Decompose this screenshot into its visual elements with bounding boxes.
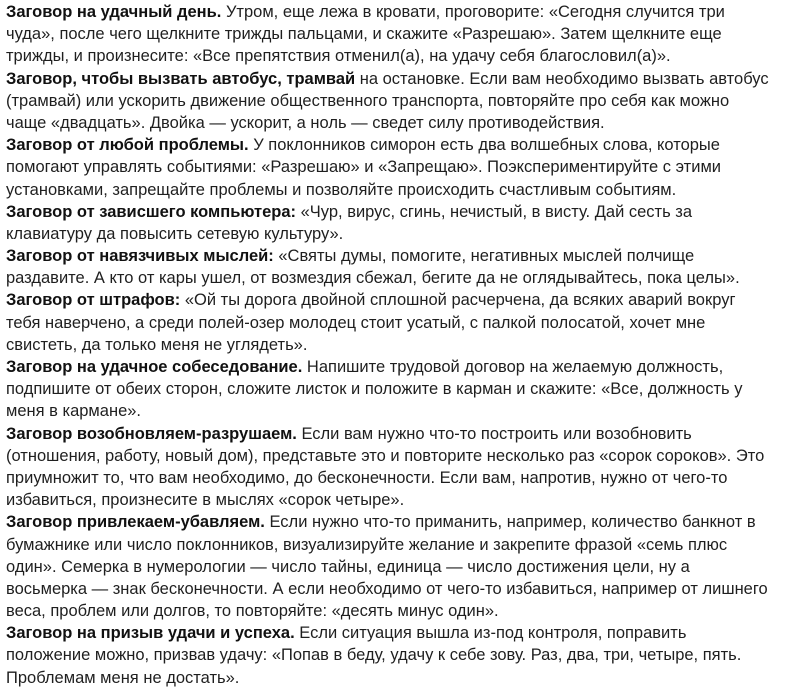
text-line [6,378,786,400]
text-line [6,312,786,334]
spell-text: Проблемам меня не достать». [6,668,240,687]
text-line [6,445,786,467]
text-line [6,622,786,644]
text-line [6,534,786,556]
spell-title: Заговор от любой проблемы. [6,136,249,155]
text-line [6,245,786,267]
text-line [6,356,786,378]
spell-title: Заговор от зависшего компьютера: [6,202,297,221]
text-line [6,68,786,90]
spell-title: Заговор, чтобы вызвать автобус, трамвай [6,69,356,88]
spell-title: Заговор на призыв удачи и успеха. [6,624,295,643]
spell-text: бумажнике или число поклонников, визуализируйте желание и закрепите фразой «семь плюс [6,535,728,554]
spell-title: Заговор привлекаем-убавляем. [6,513,265,532]
text-line [6,644,786,666]
text-line [6,667,786,689]
spell-text: «Ой ты дорога двойной сплошной расчерчена, да всяких аварий вокруг [180,291,736,310]
spell-text: восьмерка — знак бесконечности. А если необходимо от чего-то избавиться, например от лишнего [6,579,768,598]
spell-text: (отношения, работу, новый дом), представьте это и повторите несколько раз «сорок сороков». Это [6,446,765,465]
text-line [6,578,786,600]
text-line [6,90,786,112]
spell-text: тебя наверчено, а среди полей-озер молодец стоит усатый, с палкой полосатой, хочет мне [6,313,706,332]
spell-text: чаще «двадцать». Двойка — ускорит, а ноль — сведет силу противодействия. [6,113,605,132]
text-line [6,467,786,489]
spell-text: свистеть, да только меня не углядеть». [6,335,308,354]
text-line [6,334,786,356]
spell-text: веса, проблем или долгов, то повторяйте: «десять минус один». [6,602,499,621]
text-line [6,289,786,311]
text-line [6,423,786,445]
spell-text: Утром, еще лежа в кровати, проговорите: «Сегодня случится три [221,3,725,21]
spell-text: установками, запрещайте проблемы и позволяйте происходить счастливым событиям. [6,180,677,199]
spell-text: «Святы думы, помогите, негативных мыслей полчище [273,247,695,266]
spell-title: Заговор возобновляем-разрушаем. [6,424,297,443]
text-line [6,267,786,289]
text-line [6,400,786,422]
spell-text: У поклонников симорон есть два волшебных слова, которые [248,136,720,155]
spell-text: на остановке. Если вам необходимо вызвать автобус [355,69,769,88]
spell-text: меня в кармане». [6,402,142,421]
spell-text: чуда», после чего щелкните трижды пальцами, и скажите «Разрешаю». Затем щелкните еще [6,25,722,44]
spell-text: (трамвай) или ускорить движение общественного транспорта, повторяйте про себя как можно [6,91,730,110]
text-line [6,1,786,23]
text-line [6,556,786,578]
text-line [6,511,786,533]
spell-text: Если вам нужно что-то построить или возобновить [296,424,692,443]
text-line [6,23,786,45]
spell-title: Заговор от штрафов: [6,291,181,310]
text-line [6,45,786,67]
text-line [6,112,786,134]
spell-text: положение можно, призвав удачу: «Попав в беду, удачу к себе зову. Раз, два, три, четыре, пять. [6,646,742,665]
spell-text: приумножит то, что вам необходимо, до бесконечности. Если вам, напротив, нужно от чего-то [6,468,728,487]
article-text [6,1,786,689]
spell-text: помогают управлять событиями: «Разрешаю» и «Запрещаю». Поэкспериментируйте с этими [6,158,722,177]
spell-text: один». Семерка в нумерологии — число тайны, единица — число достижения цели, ну а [6,557,690,576]
spell-text: избавиться, произнесите в мыслях «сорок четыре». [6,491,405,510]
text-line [6,489,786,511]
text-line [6,223,786,245]
spell-text: трижды, и произнесите: «Все препятствия отменил(а), на удачу себя благословил(а)». [6,47,671,66]
spell-text: Если нужно что-то приманить, например, количество банкнот в [264,513,756,532]
text-line [6,134,786,156]
spell-text: Напишите трудовой договор на желаемую должность, [302,358,724,376]
text-line [6,156,786,178]
spell-title: Заговор от навязчивых мыслей: [6,247,274,266]
spell-text: клавиатуру да повысить сетевую культуру». [6,224,344,243]
spell-text: подпишите от обеих сторон, сложите листок и положите в карман и скажите: «Все, должность у [6,380,743,399]
spell-text: «Чур, вирус, сгинь, нечистый, в висту. Дай сесть за [296,202,693,221]
spell-title: Заговор на удачное собеседование. [6,358,303,376]
text-line [6,201,786,223]
spell-text: Если ситуация вышла из-под контроля, поправить [294,624,687,643]
text-line [6,179,786,201]
spell-text: раздавите. А кто от кары ушел, от возмездия сбежал, бегите да не оглядывайтесь, пока целы». [6,269,740,288]
text-line [6,600,786,622]
spell-title: Заговор на удачный день. [6,3,222,21]
